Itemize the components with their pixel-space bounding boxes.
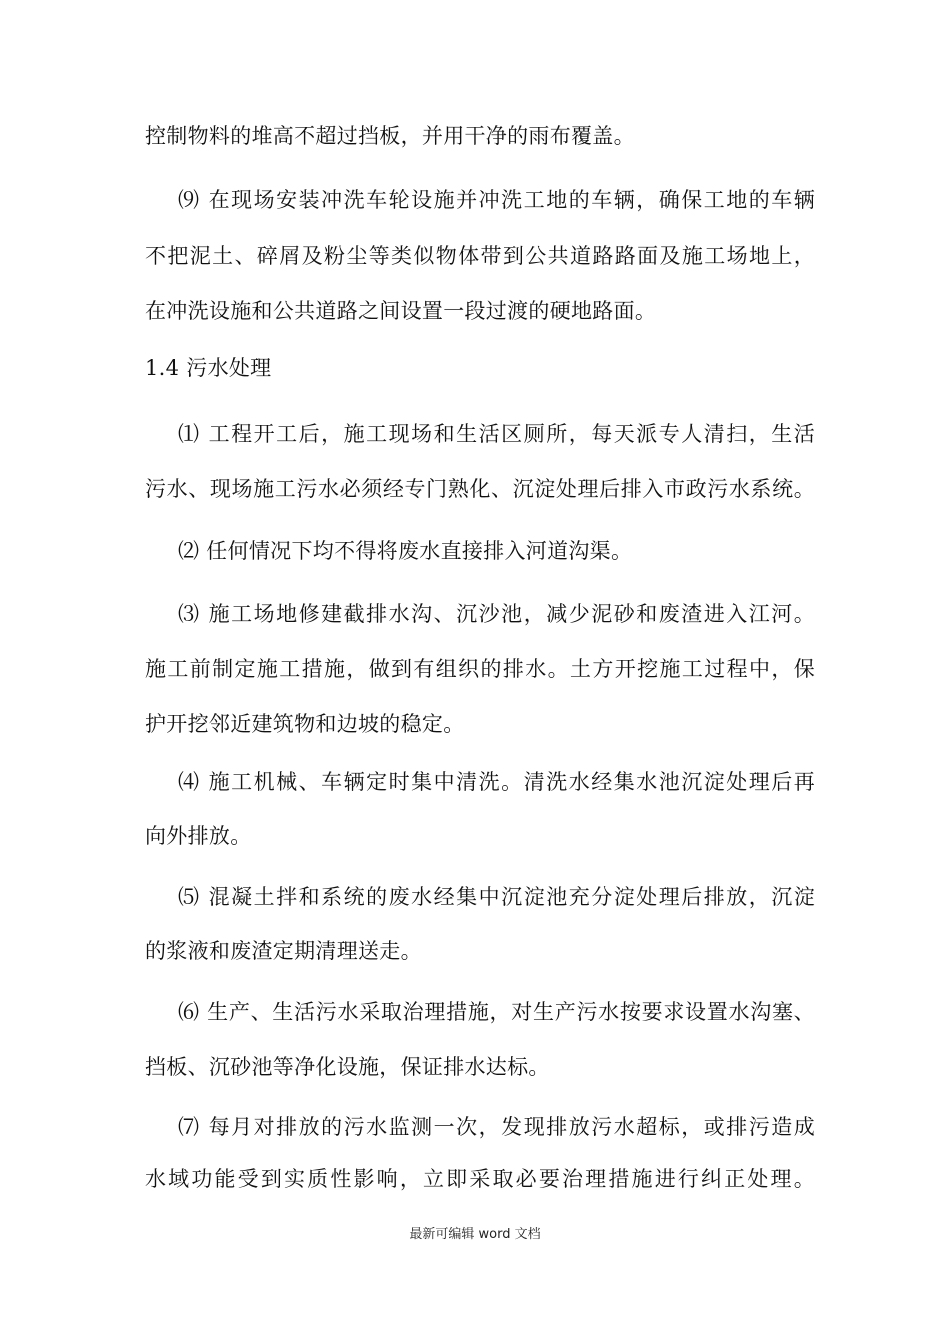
section-heading: 1.4 污水处理 [145,356,272,380]
text-line: 向外排放。 [145,824,252,848]
text-line: ⑸ 混凝土拌和系统的废水经集中沉淀池充分淀处理后排放，沉淀 [178,885,815,909]
text-line: 污水、现场施工污水必须经专门熟化、沉淀处理后排入市政污水系统。 [145,477,815,501]
text-line: ⑹ 生产、生活污水采取治理措施，对生产污水按要求设置水沟塞、 [178,1000,815,1024]
text-line: ⑴ 工程开工后，施工现场和生活区厕所，每天派专人清扫，生活 [178,422,815,446]
text-line: ⑺ 每月对排放的污水监测一次，发现排放污水超标，或排污造成 [178,1115,815,1139]
text-line: 在冲洗设施和公共道路之间设置一段过渡的硬地路面。 [145,299,657,323]
text-line: 护开挖邻近建筑物和边坡的稳定。 [145,712,465,736]
text-line: 控制物料的堆高不超过挡板，并用干净的雨布覆盖。 [145,124,635,148]
text-line: 的浆液和废渣定期清理送走。 [145,939,422,963]
text-line: 挡板、沉砂池等净化设施，保证排水达标。 [145,1055,550,1079]
text-line: ⑶ 施工场地修建截排水沟、沉沙池，减少泥砂和废渣进入江河。 [178,602,815,626]
page-footer: 最新可编辑 word 文档 [409,1227,541,1242]
text-line: ⑵ 任何情况下均不得将废水直接排入河道沟渠。 [178,539,633,563]
text-line: 水域功能受到实质性影响，立即采取必要治理措施进行纠正处理。 [145,1167,815,1191]
text-line: ⑷ 施工机械、车辆定时集中清洗。清洗水经集水池沉淀处理后再 [178,770,815,794]
text-line: 不把泥土、碎屑及粉尘等类似物体带到公共道路路面及施工场地上， [145,244,815,268]
text-line: ⑼ 在现场安装冲洗车轮设施并冲洗工地的车辆，确保工地的车辆 [178,188,815,212]
text-line: 施工前制定施工措施，做到有组织的排水。土方开挖施工过程中，保 [145,657,815,681]
